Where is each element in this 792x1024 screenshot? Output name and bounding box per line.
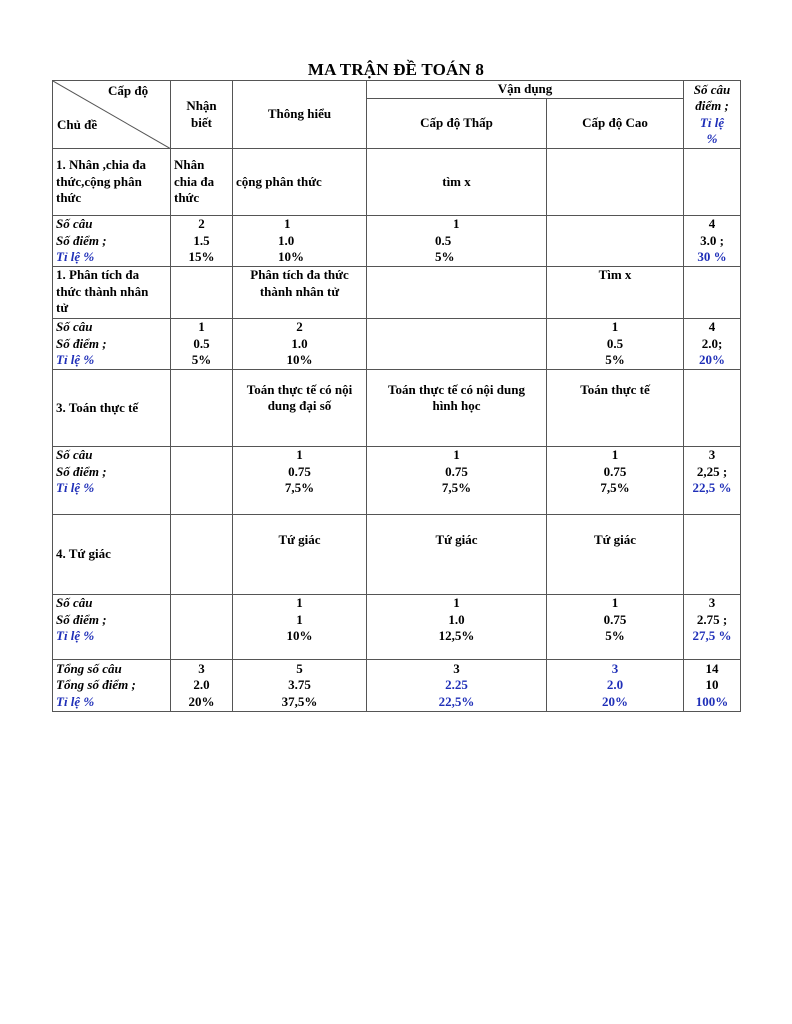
stats-thap (367, 319, 547, 370)
table-row (53, 515, 741, 595)
cell-cao: Toán thực tế (547, 370, 684, 447)
stats-labels: Số câu Số điểm ; Tỉ lệ % (53, 216, 171, 267)
topic-name: 1. Phân tích đa thức thành nhân tử (53, 267, 171, 319)
cell-thap: Toán thực tế có nội dung hình học (367, 370, 547, 447)
stats-labels: Số câu Số điểm ; Tỉ lệ % (53, 447, 171, 515)
stats-nhan-biet: 1 0.5 5% (171, 319, 233, 370)
stats-cao: 1 0.5 5% (547, 319, 684, 370)
cell-total (684, 149, 741, 216)
header-cap-do-thap: Cấp độ Thấp (367, 99, 547, 149)
cell-cao: Tìm x (547, 267, 684, 319)
topic-name: 4. Tứ giác (53, 515, 171, 595)
cell-thong-hieu: Phân tích đa thức thành nhân tử (233, 267, 367, 319)
stats-thong-hieu: 1 1.0 10% (233, 216, 367, 267)
table-row (53, 267, 741, 319)
table-row (53, 216, 741, 267)
summary-labels: Tổng số câu Tổng số điểm ; Tỉ lệ % (53, 660, 171, 712)
cell-thap (367, 267, 547, 319)
stats-thong-hieu: 1 1 10% (233, 595, 367, 660)
stats-labels: Số câu Số điểm ; Tỉ lệ % (53, 595, 171, 660)
header-corner-cell (53, 81, 171, 149)
cell-thap: Tứ giác (367, 515, 547, 595)
table-row (53, 595, 741, 660)
header-chu-de: Chủ đề (57, 117, 98, 132)
stats-thap: 1 1.0 12,5% (367, 595, 547, 660)
stats-labels: Số câu Số điểm ; Tỉ lệ % (53, 319, 171, 370)
stats-total: 4 3.0 ; 30 % (684, 216, 741, 267)
cell-cao (547, 149, 684, 216)
cell-total (684, 370, 741, 447)
cell-total (684, 267, 741, 319)
stats-cao: 1 0.75 5% (547, 595, 684, 660)
cell-nhan-biet (171, 370, 233, 447)
stats-total: 4 2.0; 20% (684, 319, 741, 370)
topic-name: 1. Nhân ,chia đa thức,cộng phân thức (53, 149, 171, 216)
stats-total: 3 2.75 ; 27,5 % (684, 595, 741, 660)
summary-total: 14 10 100% (684, 660, 741, 712)
header-thong-hieu: Thông hiểu (233, 81, 367, 149)
stats-thap: 1 0.5 5% (367, 216, 547, 267)
stats-nhan-biet (171, 595, 233, 660)
matrix-table (52, 80, 741, 712)
table-row (53, 319, 741, 370)
stats-nhan-biet: 2 1.5 15% (171, 216, 233, 267)
cell-thong-hieu: Tứ giác (233, 515, 367, 595)
cell-nhan-biet: Nhân chia đa thức (171, 149, 233, 216)
topic-name: 3. Toán thực tế (53, 370, 171, 447)
stats-thong-hieu: 1 0.75 7,5% (233, 447, 367, 515)
header-nhan-biet: Nhận biết (171, 81, 233, 149)
header-total: Số câu điểm ; Tỉ lệ % (684, 81, 741, 149)
summary-cao: 3 2.0 20% (547, 660, 684, 712)
stats-total: 3 2,25 ; 22,5 % (684, 447, 741, 515)
header-cap-do: Cấp độ (108, 83, 149, 98)
table-row (53, 447, 741, 515)
cell-nhan-biet (171, 267, 233, 319)
stats-nhan-biet (171, 447, 233, 515)
header-van-dung: Vận dụng (367, 81, 684, 99)
page-title: MA TRẬN ĐỀ TOÁN 8 (307, 60, 485, 79)
table-row (53, 149, 741, 216)
table-row (53, 370, 741, 447)
summary-nhan-biet: 3 2.0 20% (171, 660, 233, 712)
cell-thong-hieu: cộng phân thức (233, 149, 367, 216)
summary-thap: 3 2.25 22,5% (367, 660, 547, 712)
header-cap-do-cao: Cấp độ Cao (547, 99, 684, 149)
cell-cao: Tứ giác (547, 515, 684, 595)
cell-thong-hieu: Toán thực tế có nội dung đại số (233, 370, 367, 447)
stats-cao: 1 0.75 7,5% (547, 447, 684, 515)
cell-nhan-biet (171, 515, 233, 595)
cell-thap: tìm x (367, 149, 547, 216)
stats-thap: 1 0.75 7,5% (367, 447, 547, 515)
stats-thong-hieu: 2 1.0 10% (233, 319, 367, 370)
cell-total (684, 515, 741, 595)
stats-cao (547, 216, 684, 267)
summary-thong-hieu: 5 3.75 37,5% (233, 660, 367, 712)
summary-row (53, 660, 741, 712)
